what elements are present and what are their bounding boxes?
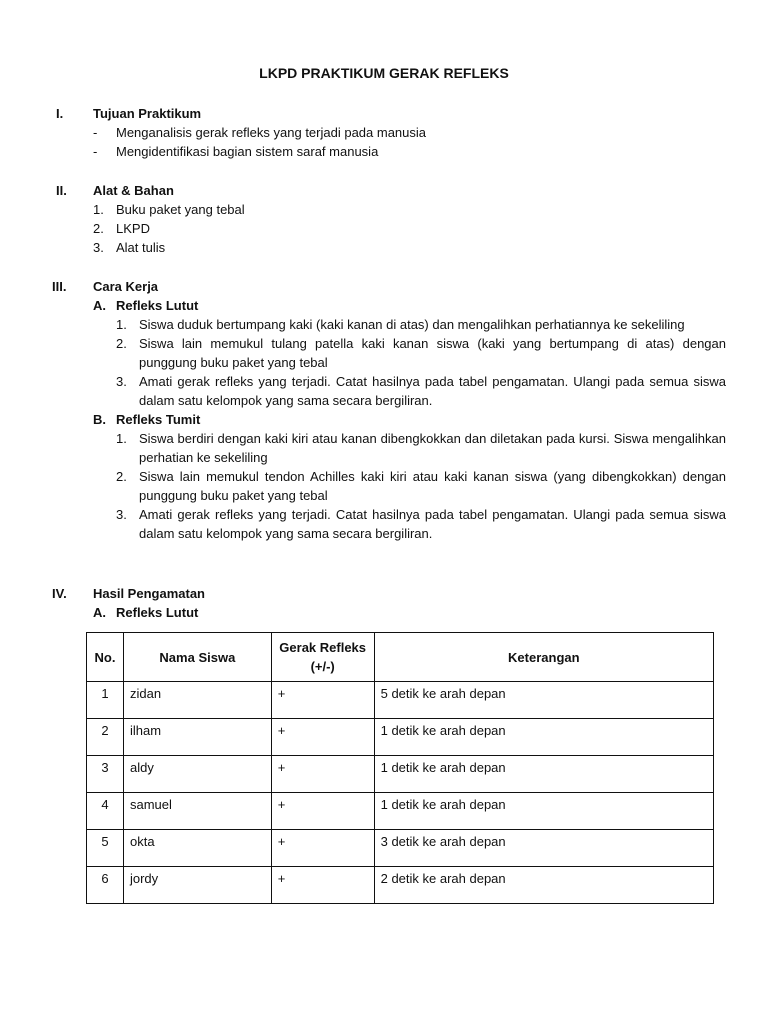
- table-row: [87, 756, 714, 793]
- list-text: Menganalisis gerak refleks yang terjadi pada manusia: [116, 125, 427, 140]
- step-text: Siswa duduk bertumpang kaki (kaki kanan di atas) dan mengalihkan perhatiannya ke sekeliling: [139, 317, 685, 332]
- list-text: Alat tulis: [116, 240, 166, 255]
- table-row: [87, 830, 714, 867]
- subsection-title: Refleks Lutut: [116, 298, 199, 313]
- subsection-title: Refleks Tumit: [116, 412, 201, 427]
- subsection-heading: [93, 410, 726, 429]
- step-marker: 2.: [116, 336, 127, 351]
- step-item: [116, 372, 726, 410]
- cell-nama: aldy: [123, 756, 271, 793]
- list-item: [93, 142, 726, 161]
- list-marker: -: [93, 144, 98, 159]
- cell-gerak: +: [271, 719, 374, 756]
- header-no: No.: [87, 633, 124, 682]
- section-heading: [46, 584, 726, 603]
- header-gerak-refleks: Gerak Refleks (+/-): [271, 633, 374, 682]
- step-marker: 1.: [116, 317, 127, 332]
- step-marker: 3.: [116, 507, 127, 522]
- subsection-marker: A.: [93, 605, 106, 620]
- step-marker: 3.: [116, 374, 127, 389]
- subsection-marker: B.: [93, 412, 106, 427]
- section-hasil: [46, 584, 726, 622]
- subsection-marker: A.: [93, 298, 106, 313]
- cell-nama: samuel: [123, 793, 271, 830]
- table-header-row: [87, 633, 714, 682]
- observation-table: [86, 632, 714, 904]
- list-marker: 2.: [93, 221, 104, 236]
- cell-no: 3: [87, 756, 124, 793]
- page-title: LKPD PRAKTIKUM GERAK REFLEKS: [259, 65, 509, 81]
- step-text: Siswa berdiri dengan kaki kiri atau kanan dibengkokkan dan diletakan pada kursi. Siswa mengalihkan perhatian ke sekeliling: [139, 431, 726, 465]
- subsection-heading: [93, 296, 726, 315]
- step-item: [116, 315, 726, 334]
- step-item: [116, 467, 726, 505]
- cell-gerak: +: [271, 793, 374, 830]
- step-text: Siswa lain memukul tendon Achilles kaki kiri atau kaki kanan siswa (yang dibengkokkan) dengan punggung buku paket yang tebal: [139, 469, 726, 503]
- cell-gerak: +: [271, 682, 374, 719]
- cell-no: 4: [87, 793, 124, 830]
- section-numeral: III.: [52, 279, 67, 294]
- cell-gerak: +: [271, 756, 374, 793]
- list-text: Buku paket yang tebal: [116, 202, 245, 217]
- section-alat: [46, 181, 726, 257]
- list-item: [93, 123, 726, 142]
- section-tujuan: [46, 104, 726, 161]
- section-title: Tujuan Praktikum: [93, 106, 202, 121]
- header-nama-siswa: Nama Siswa: [123, 633, 271, 682]
- step-text: Amati gerak refleks yang terjadi. Catat hasilnya pada tabel pengamatan. Ulangi pada semua siswa dalam satu kelompok yang sama secara bergiliran.: [139, 507, 726, 541]
- cell-no: 6: [87, 867, 124, 904]
- list-marker: 1.: [93, 202, 104, 217]
- cell-nama: ilham: [123, 719, 271, 756]
- list-item: [93, 219, 726, 238]
- table-row: [87, 793, 714, 830]
- step-item: [116, 505, 726, 543]
- section-heading: [46, 181, 726, 200]
- table-row: [87, 719, 714, 756]
- table-row: [87, 867, 714, 904]
- list-marker: 3.: [93, 240, 104, 255]
- subsection-heading: [93, 603, 726, 622]
- cell-keterangan: 2 detik ke arah depan: [374, 867, 713, 904]
- cell-keterangan: 3 detik ke arah depan: [374, 830, 713, 867]
- cell-keterangan: 1 detik ke arah depan: [374, 793, 713, 830]
- cell-gerak: +: [271, 830, 374, 867]
- section-cara-kerja: [46, 277, 726, 543]
- step-item: [116, 334, 726, 372]
- step-text: Siswa lain memukul tulang patella kaki kanan siswa (kaki yang bertumpang di atas) dengan punggung buku paket yang tebal: [139, 336, 726, 370]
- section-numeral: II.: [56, 183, 67, 198]
- cell-no: 5: [87, 830, 124, 867]
- list-text: LKPD: [116, 221, 150, 236]
- list-marker: -: [93, 125, 98, 140]
- list-text: Mengidentifikasi bagian sistem saraf manusia: [116, 144, 379, 159]
- subsection-title: Refleks Lutut: [116, 605, 199, 620]
- section-numeral: I.: [56, 106, 64, 121]
- list-item: [93, 200, 726, 219]
- cell-keterangan: 5 detik ke arah depan: [374, 682, 713, 719]
- section-title: Alat & Bahan: [93, 183, 174, 198]
- header-keterangan: Keterangan: [374, 633, 713, 682]
- step-text: Amati gerak refleks yang terjadi. Catat hasilnya pada tabel pengamatan. Ulangi pada semua siswa dalam satu kelompok yang sama secara bergiliran.: [139, 374, 726, 408]
- section-title: Cara Kerja: [93, 279, 159, 294]
- step-marker: 1.: [116, 431, 127, 446]
- cell-no: 2: [87, 719, 124, 756]
- step-marker: 2.: [116, 469, 127, 484]
- cell-gerak: +: [271, 867, 374, 904]
- cell-keterangan: 1 detik ke arah depan: [374, 756, 713, 793]
- cell-nama: zidan: [123, 682, 271, 719]
- cell-keterangan: 1 detik ke arah depan: [374, 719, 713, 756]
- table-row: [87, 682, 714, 719]
- section-heading: [46, 104, 726, 123]
- section-title: Hasil Pengamatan: [93, 586, 205, 601]
- section-heading: [46, 277, 726, 296]
- step-item: [116, 429, 726, 467]
- list-item: [93, 238, 726, 257]
- section-numeral: IV.: [52, 586, 67, 601]
- cell-no: 1: [87, 682, 124, 719]
- cell-nama: jordy: [123, 867, 271, 904]
- cell-nama: okta: [123, 830, 271, 867]
